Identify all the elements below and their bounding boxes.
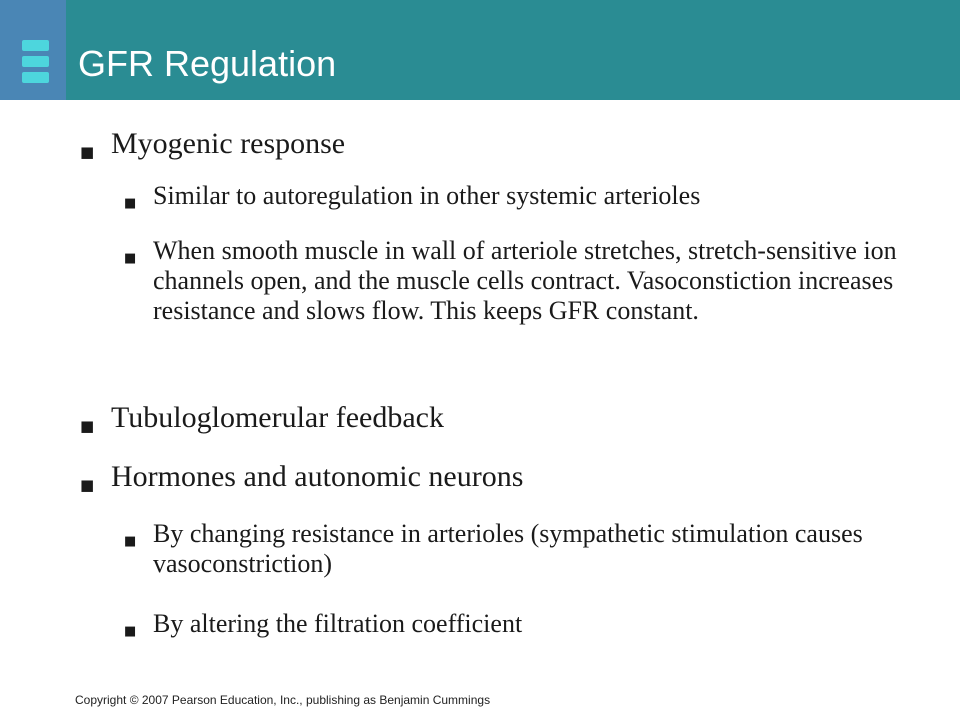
bullet-square-icon: ■ <box>80 476 95 494</box>
subbullet-filtration-coefficient <box>124 609 904 639</box>
bullet-tubuloglomerular-feedback <box>80 401 900 435</box>
bullet-text: Similar to autoregulation in other systemic arterioles <box>153 181 701 210</box>
bullet-square-icon: ■ <box>80 417 95 435</box>
logo-bar-top <box>22 40 49 51</box>
bullet-text: By changing resistance in arterioles (sympathetic stimulation causes vasoconstriction) <box>153 519 863 578</box>
bullet-text: By altering the filtration coefficient <box>153 609 523 638</box>
bullet-text: Hormones and autonomic neurons <box>111 460 524 493</box>
bullet-text: When smooth muscle in wall of arteriole stretches, stretch-sensitive ion channels open, and the muscle cells contract. Vasoconstiction increases resistance and slows flow. This keeps GFR constant. <box>153 236 897 325</box>
slide-title: GFR Regulation <box>78 43 337 84</box>
bullet-square-icon: ■ <box>80 143 95 161</box>
logo-bar-bottom <box>22 72 49 83</box>
bullet-hormones <box>80 460 900 494</box>
subbullet-autoregulation <box>124 181 904 211</box>
bullet-square-icon: ■ <box>124 624 137 639</box>
subbullet-resistance <box>124 519 904 579</box>
logo-block <box>0 0 66 100</box>
bullet-text: Tubuloglomerular feedback <box>111 401 444 434</box>
logo-bar-middle <box>22 56 49 67</box>
bullet-text: Myogenic response <box>111 127 346 160</box>
bullet-square-icon: ■ <box>124 196 137 211</box>
bullet-square-icon: ■ <box>124 251 137 266</box>
title-bar <box>0 0 960 100</box>
bullet-myogenic-response <box>80 127 900 161</box>
bullet-square-icon: ■ <box>124 534 137 549</box>
copyright-footer: Copyright © 2007 Pearson Education, Inc., publishing as Benjamin Cummings <box>75 693 491 707</box>
subbullet-smooth-muscle <box>124 236 904 326</box>
